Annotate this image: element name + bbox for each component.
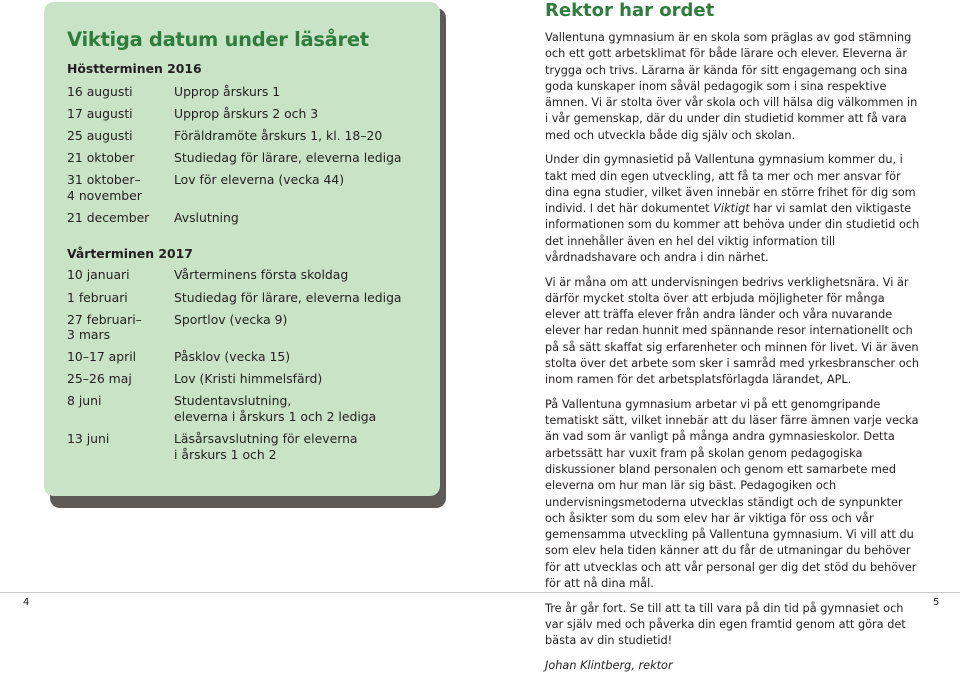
page-number-left: 4	[23, 597, 30, 608]
date-label: 21 oktober	[67, 150, 135, 166]
date-label: 16 augusti	[67, 84, 133, 99]
spring-date-row	[67, 431, 427, 462]
date-label: 31 oktober– 4 november	[67, 172, 142, 203]
spring-date-row	[67, 393, 427, 424]
event-label: Lov (Kristi himmelsfärd)	[174, 371, 323, 387]
footer-divider	[0, 592, 960, 593]
spring-date-row	[67, 371, 427, 387]
date-label: 1 februari	[67, 289, 128, 305]
spring-term-heading: Vårterminen 2017	[67, 246, 193, 262]
date-label: 10 januari	[67, 267, 130, 283]
date-label: 25–26 maj	[67, 371, 132, 387]
autumn-date-row	[67, 128, 427, 144]
autumn-date-row	[67, 84, 427, 100]
event-label: Lov för eleverna (vecka 44)	[174, 172, 345, 188]
event-label: Upprop årskurs 1	[174, 84, 281, 99]
event-label: Upprop årskurs 2 och 3	[174, 106, 319, 122]
event-label: Föräldramöte årskurs 1, kl. 18–20	[174, 128, 383, 144]
spring-date-row	[67, 312, 427, 343]
event-label: Studiedag för lärare, eleverna lediga	[174, 289, 402, 305]
autumn-date-row	[67, 150, 427, 166]
date-label: 8 juni	[67, 393, 102, 409]
autumn-date-row	[67, 106, 427, 122]
letter-paragraph-5: Tre år går fort. Se till att ta till vara på din tid på gymnasiet och var själv med och påverka din egen framtid genom att göra det bästa av din studietid!	[545, 601, 906, 648]
principal-letter	[545, 30, 923, 682]
event-label: Läsårsavslutning för eleverna i årskurs 1 och 2	[174, 431, 358, 462]
important-dates-list	[67, 60, 427, 469]
letter-paragraph-3: Vi är måna om att undervisningen bedrivs verklighetsnära. Vi är därför mycket stolta över att erbjuda möjligheter för många elever att träffa elever från andra länder och våra nuvarande elever har redan hunnit med spännande resor internationellt och på så sätt skaffat sig erfarenheter och minnen för livet. Vi är även stolta över det arbete som sker i samråd med yrkesbranscher och inom ramen för det arbetsplatsförlagda lärandet, APL.	[545, 275, 920, 387]
event-label: Studiedag för lärare, eleverna lediga	[174, 150, 402, 166]
principal-letter-title: Rektor har ordet	[545, 0, 715, 21]
spring-date-row	[67, 290, 427, 306]
date-label: 27 februari– 3 mars	[67, 311, 142, 343]
document-name: Viktigt	[713, 202, 750, 216]
event-label: Avslutning	[174, 209, 239, 225]
event-label: Studentavslutning, eleverna i årskurs 1 och 2 lediga	[174, 393, 377, 424]
letter-paragraph-1: Vallentuna gymnasium är en skola som präglas av god stämning och ett gott arbetsklimat för både lärare och elever. Eleverna är trygga och trivs. Lärarna är kända för sitt engagemang och sina goda kunskaper inom såväl pedagogik som i sina respektive ämnen. Vi är stolta över vår skola och vill hälsa dig välkommen in i vår gemenskap, där du under din studietid kommer att få vara med och utveckla både dig själv och skolan.	[545, 31, 918, 142]
page-number-right: 5	[933, 597, 940, 608]
letter-paragraph-4: På Vallentuna gymnasium arbetar vi på ett genomgripande tematiskt sätt, vilket innebär att du läser färre ämnen varje vecka än vad som är vanligt på många andra gymnasieskolor. Detta arbetssätt har vuxit fram på skolan genom pedagogiska diskussioner bland personalen och genom ett samarbete med eleverna om hur man lär sig bäst. Pedagogiken och undervisningsmetoderna utvecklas ständigt och de synpunkter och åsikter som du som elev har är viktiga för oss och vår gemensamma utveckling på Vallentuna gymnasium. Vi vill att du som elev hela tiden känner att du får de utmaningar du behöver för att utvecklas och att vår personal ger dig det stöd du behöver för att nå dina mål.	[545, 397, 919, 591]
event-label: Påsklov (vecka 15)	[174, 349, 291, 365]
autumn-term-rows	[67, 84, 427, 225]
spring-date-row	[67, 267, 427, 283]
spring-date-row	[67, 349, 427, 365]
event-label: Vårterminens första skoldag	[174, 267, 349, 283]
date-label: 17 augusti	[67, 106, 133, 122]
event-label: Sportlov (vecka 9)	[174, 311, 288, 327]
important-dates-title: Viktiga datum under läsåret	[67, 28, 369, 51]
autumn-term-heading: Höstterminen 2016	[67, 61, 202, 76]
letter-paragraph-2: Under din gymnasietid på Vallentuna gymnasium kommer du, i takt med din egen utveckling, att få ta mer och mer ansvar för dina egna studier, vilket även innebär en större frihet för dig som individ. I det här dokumentet Viktigt har vi samlat den viktigaste informationen som du kommer att behöva under din studietid och det innehåller även en hel del viktig information till vårdnadshavare och andra i din närhet.	[545, 153, 920, 265]
autumn-date-row	[67, 172, 427, 203]
autumn-date-row	[67, 210, 427, 226]
date-label: 25 augusti	[67, 128, 133, 144]
date-label: 21 december	[67, 209, 150, 225]
date-label: 13 juni	[67, 431, 110, 447]
letter-signature: Johan Klintberg, rektor	[545, 658, 673, 672]
spring-term-rows	[67, 267, 427, 462]
date-label: 10–17 april	[67, 349, 137, 365]
